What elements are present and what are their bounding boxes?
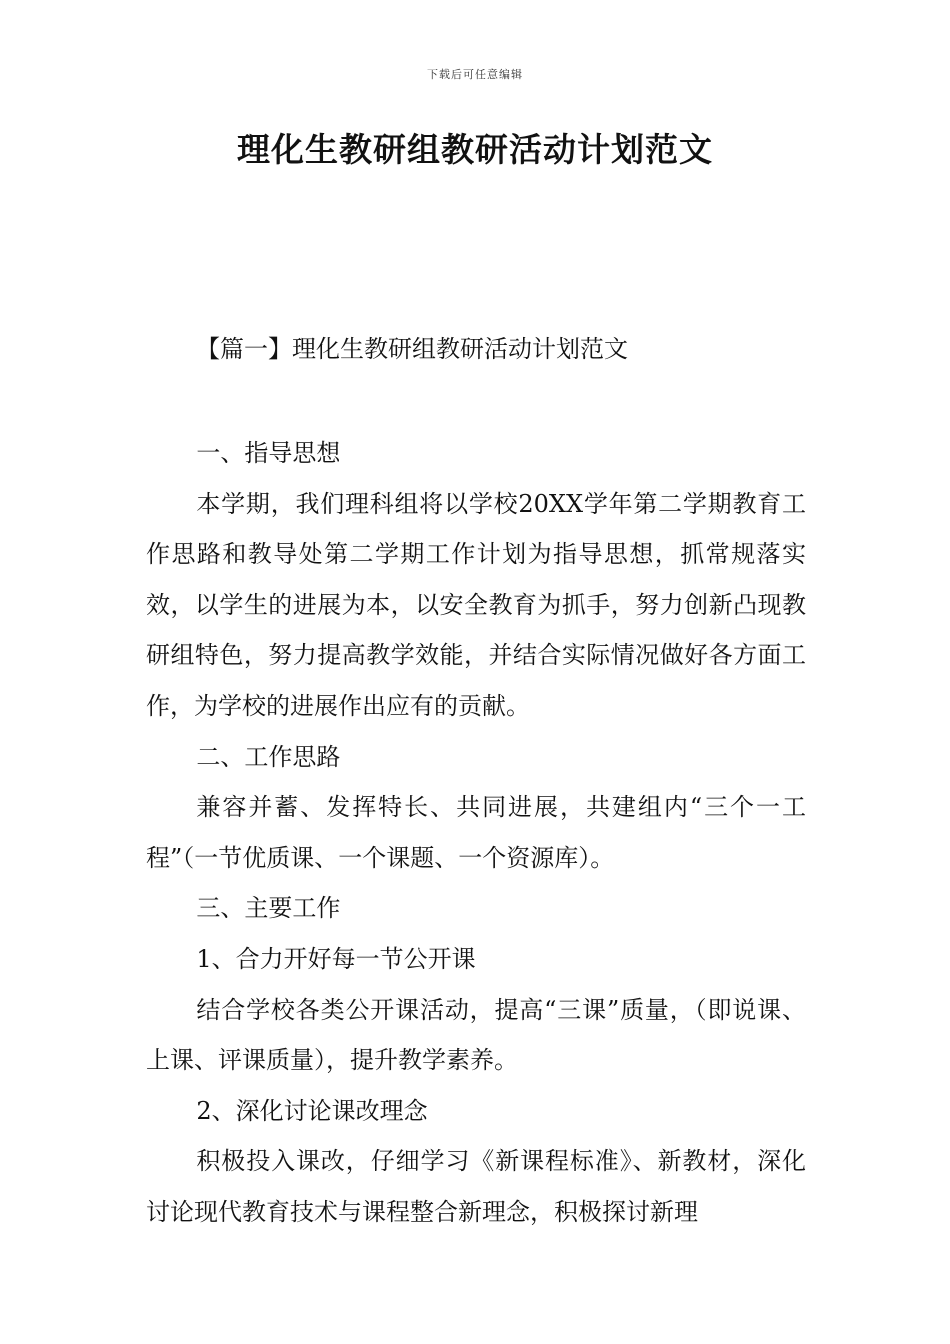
header-note: 下载后可任意编辑 — [427, 68, 523, 81]
paragraph-guiding-thought: 本学期，我们理科组将以学校20XX学年第二学期教育工作思路和教导处第二学期工作计划为指导思想，抓常规落实效，以学生的进展为本，以安全教育为抓手，努力创新凸现教研组特色，努力提高教学效能，并结合实际情况做好各方面工作，为学校的进展作出应有的贡献。 — [146, 489, 806, 720]
document-body — [146, 428, 806, 1238]
paragraph-open-class: 结合学校各类公开课活动，提高“三课”质量，（即说课、上课、评课质量），提升教学素养。 — [146, 995, 806, 1075]
paragraph-work-approach: 兼容并蓄、发挥特长、共同进展，共建组内“三个一工程”（一节优质课、一个课题、一个资源库）。 — [146, 793, 806, 872]
section-title: 【篇一】理化生教研组教研活动计划范文 — [196, 335, 628, 363]
subheading-open-class: 1、合力开好每一节公开课 — [196, 944, 476, 973]
heading-main-work: 三、主要工作 — [196, 894, 341, 923]
heading-work-approach: 二、工作思路 — [196, 742, 341, 771]
paragraph-reform-concept: 积极投入课改，仔细学习《新课程标准》、新教材，深化讨论现代教育技术与课程整合新理念，积极探讨新理 — [146, 1147, 806, 1226]
document-title: 理化生教研组教研活动计划范文 — [237, 130, 713, 169]
heading-guiding-thought: 一、指导思想 — [196, 439, 341, 467]
subheading-reform-concept: 2、深化讨论课改理念 — [196, 1096, 428, 1125]
